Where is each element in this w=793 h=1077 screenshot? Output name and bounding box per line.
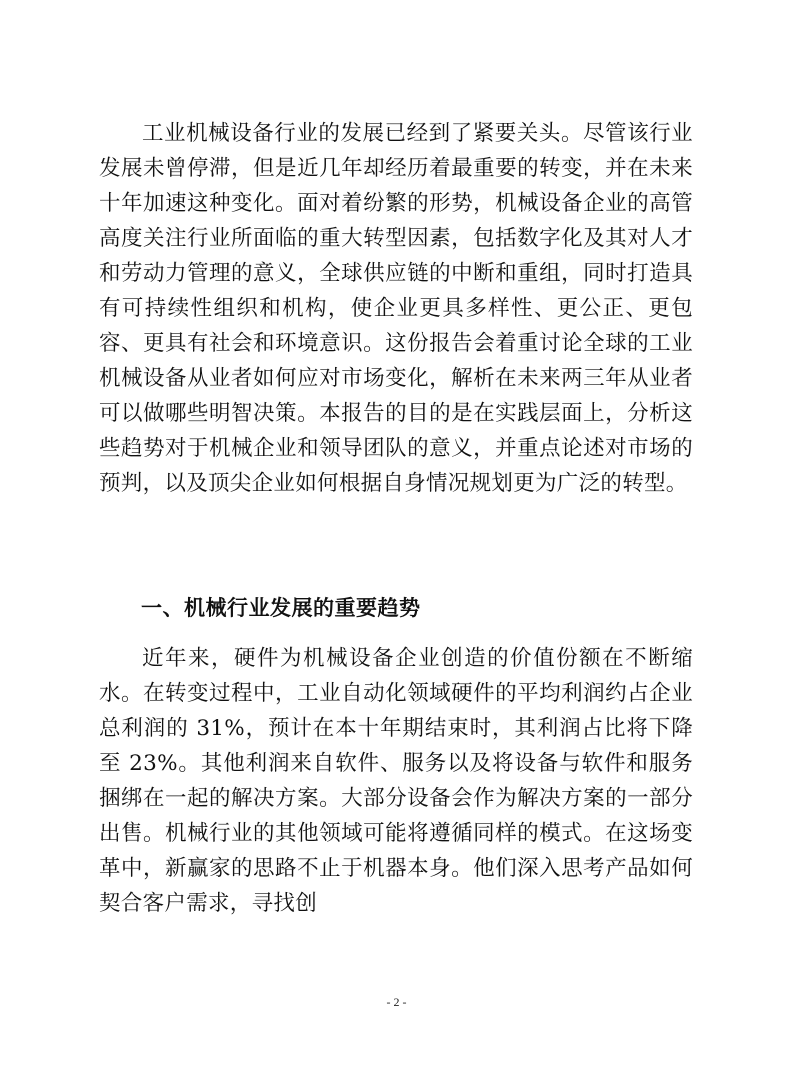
page-number: - 2 - bbox=[386, 995, 407, 1009]
body-paragraph-intro: 工业机械设备行业的发展已经到了紧要关头。尽管该行业发展未曾停滞，但是近几年却经历着最重要的转变，并在未来十年加速这种变化。面对着纷繁的形势，机械设备企业的高管高度关注行业所面临的重大转型因素，包括数字化及其对人才和劳动力管理的意义，全球供应链的中断和重组，同时打造具有可持续性组织和机构，使企业更具多样性、更公正、更包容、更具有社会和环境意识。这份报告会着重讨论全球的工业机械设备从业者如何应对市场变化，解析在未来两三年从业者可以做哪些明智决策。本报告的目的是在实践层面上，分析这些趋势对于机械企业和领导团队的意义，并重点论述对市场的预判，以及顶尖企业如何根据自身情况规划更为广泛的转型。 bbox=[99, 121, 693, 496]
body-paragraph-trends: 近年来，硬件为机械设备企业创造的价值份额在不断缩水。在转变过程中，工业自动化领域硬件的平均利润约占企业总利润的 31%，预计在本十年期结束时，其利润占比将下降至 23%。其他利润来自软件、服务以及将设备与软件和服务捆绑在一起的解决方案。大部分设备会作为解决方案的一部分出售。机械行业的其他领域可能将遵循同样的模式。在这场变革中，新赢家的思路不止于机器本身。他们深入思考产品如何契合客户需求，寻找创 bbox=[99, 646, 693, 916]
section-heading: 一、机械行业发展的重要趋势 bbox=[141, 596, 421, 620]
